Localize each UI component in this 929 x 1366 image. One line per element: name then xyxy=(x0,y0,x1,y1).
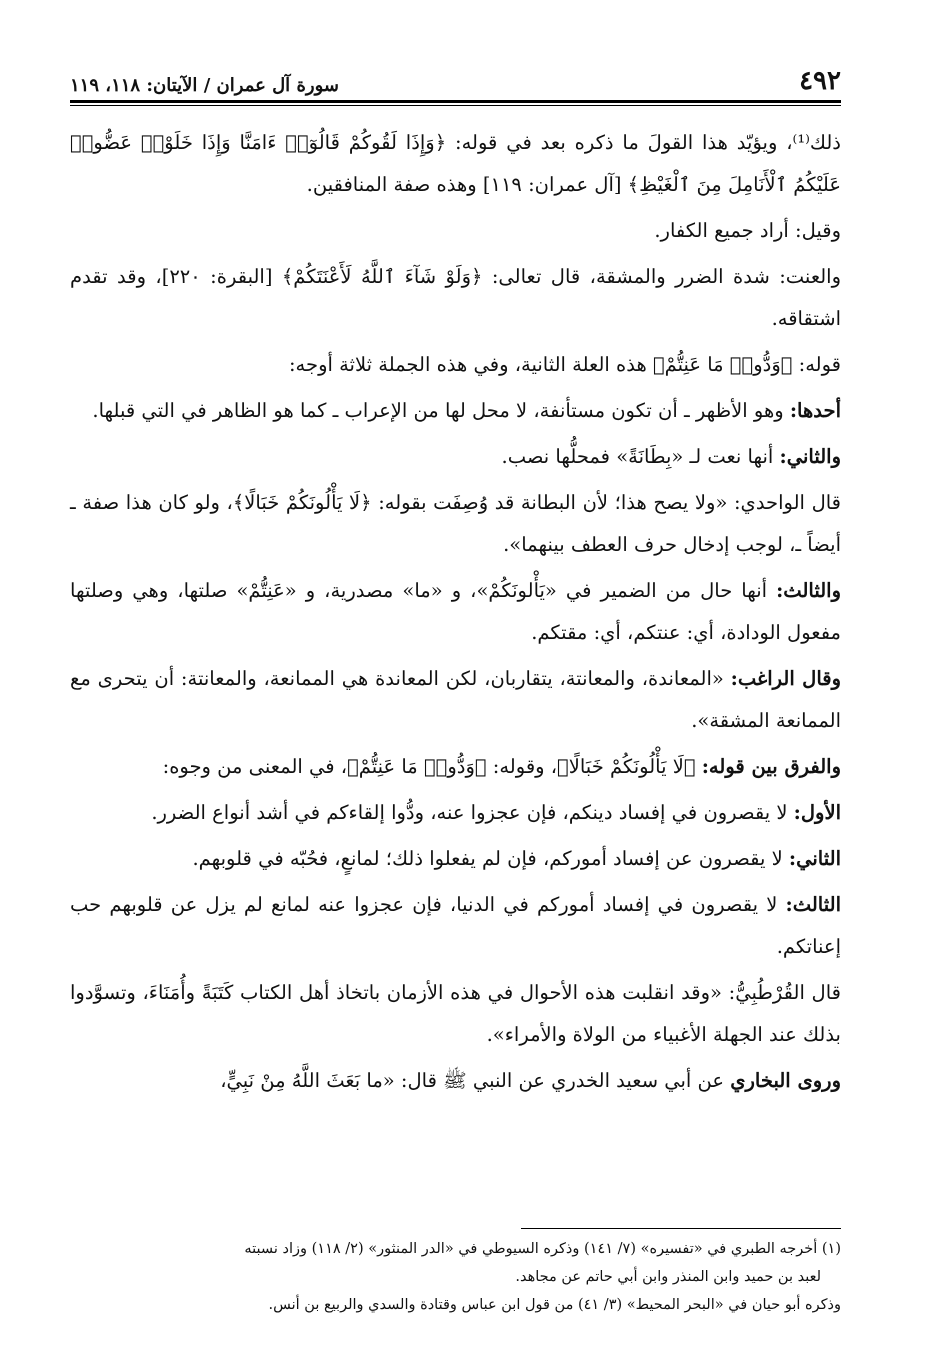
paragraph: قال القُرْطُبِيُّ: «وقد انقلبت هذه الأحوال في هذه الأزمان باتخاذ أهل الكتاب كَتَبَةً وأُمَنَاءَ، وتسوَّدوا بذلك عند الجهلة الأغبياء من الولاة والأمراء». xyxy=(70,981,841,1046)
paragraph xyxy=(70,792,841,834)
paragraph-lead: والفرق بين قوله: xyxy=(701,755,841,778)
paragraph xyxy=(70,1060,841,1102)
paragraph-lead: أحدها: xyxy=(789,399,841,422)
paragraph xyxy=(70,570,841,654)
paragraph xyxy=(70,884,841,968)
paragraph-lead: الأول: xyxy=(793,801,841,824)
paragraph-lead: الثاني: xyxy=(788,847,841,870)
paragraph: وقيل: أراد جميع الكفار. xyxy=(654,219,841,242)
paragraph xyxy=(70,746,841,788)
paragraph: قال الواحدي: «ولا يصح هذا؛ لأن البطانة قد وُصِفَت بقوله: ﴿لَا يَأْلُونَكُمْ خَبَالًا﴾، ولو كان هذا صفة ـ أيضاً ـ، لوجب إدخال حرف العطف بينهما». xyxy=(70,491,841,556)
paragraph-text: وهو الأظهر ـ أن تكون مستأنفة، لا محل لها من الإعراب ـ كما هو الظاهر في التي قبلها. xyxy=(92,399,790,422)
paragraph-text: عن أبي سعيد الخدري عن النبي ﷺ قال: «ما بَعَثَ اللَّهُ مِنْ نَبِيٍّ، xyxy=(220,1069,731,1092)
main-text xyxy=(70,122,841,1102)
paragraph xyxy=(70,838,841,880)
paragraph: ذلك⁽¹⁾، ويؤيّد هذا القولَ ما ذكره بعد في قوله: ﴿وَإِذَا لَقُوكُمْ قَالُوٓا۟ ءَامَنَّا وَإِذَا خَلَوْا۟ عَضُّوا۟ عَلَيْكُمُ ٱلْأَنَامِلَ مِنَ ٱلْغَيْظِ﴾ [آل عمران: ١١٩] وهذه صفة المنافقين. xyxy=(70,131,841,196)
footnote-rule xyxy=(521,1228,841,1229)
page-header xyxy=(70,58,841,96)
paragraph-lead: الثالث: xyxy=(785,893,841,916)
paragraph-text: «المعاندة، والمعانتة، يتقاربان، لكن المعاندة هي الممانعة، والمعانتة: أن يتحرى مع الممانعة المشقة». xyxy=(70,667,841,732)
paragraph-lead: والثاني: xyxy=(779,445,841,468)
paragraph: قوله: ﴿وَدُّوا۟ مَا عَنِتُّمْ﴾ هذه العلة الثانية، وفي هذه الجملة ثلاثة أوجه: xyxy=(288,353,841,376)
paragraph xyxy=(70,390,841,432)
paragraph-text: ﴿لَا يَأْلُونَكُمْ خَبَالًا﴾، وقوله: ﴿وَدُّوا۟ مَا عَنِتُّمْ﴾، في المعنى من وجوه: xyxy=(162,755,702,778)
paragraph-text: لا يقصرون عن إفساد أموركم، فإن لم يفعلوا ذلك؛ لمانعٍ، فحُبّه في قلوبهم. xyxy=(192,847,789,870)
paragraph xyxy=(70,658,841,742)
paragraph-text: لا يقصرون في إفساد دينكم، فإن عجزوا عنه، ودُّوا إلقاءكم في أشد أنواع الضرر. xyxy=(151,801,794,824)
paragraph-text: لا يقصرون في إفساد أموركم في الدنيا، فإن عجزوا عنه لمانع لم يزل عن قلوبهم حب إعناتكم. xyxy=(70,893,841,958)
paragraph-lead: وقال الراغب: xyxy=(730,667,842,690)
footnotes xyxy=(70,1228,841,1319)
footnote-line: (١) أخرجه الطبري في «تفسيره» (٧/ ١٤١) وذكره السيوطي في «الدر المنثور» (٢/ ١١٨) وزاد نسبته xyxy=(244,1241,841,1257)
paragraph-lead: والثالث: xyxy=(776,579,841,602)
footnote-line: لعبد بن حميد وابن المنذر وابن أبي حاتم عن مجاهد. xyxy=(515,1269,821,1285)
paragraph xyxy=(70,436,841,478)
paragraph-text: أنها نعت لـ «بِطَانَةً» فمحلُّها نصب. xyxy=(501,445,780,468)
header-rule-thin xyxy=(70,105,841,106)
header-rule xyxy=(70,100,841,103)
page-number: ٤٩٢ xyxy=(799,66,841,96)
paragraph-text: أنها حال من الضمير في «يَأْلونَكُمْ»، و «ما» مصدرية، و «عَنِتُّمْ» صلتها، وهي وصلتها مفعول الودادة، أي: عنتكم، أي: مقتكم. xyxy=(70,579,841,644)
paragraph-lead: وروى البخاري xyxy=(730,1069,841,1092)
paragraph: والعنت: شدة الضرر والمشقة، قال تعالى: ﴿وَلَوْ شَآءَ ٱللَّهُ لَأَعْنَتَكُمْ﴾ [البقرة: ٢٢٠]، وقد تقدم اشتقاقه. xyxy=(70,265,841,330)
footnote-line: وذكره أبو حيان في «البحر المحيط» (٣/ ٤١) من قول ابن عباس وقتادة والسدي والربيع بن أنس. xyxy=(268,1297,841,1313)
running-title: سورة آل عمران / الآيتان: ١١٨، ١١٩ xyxy=(70,75,339,96)
